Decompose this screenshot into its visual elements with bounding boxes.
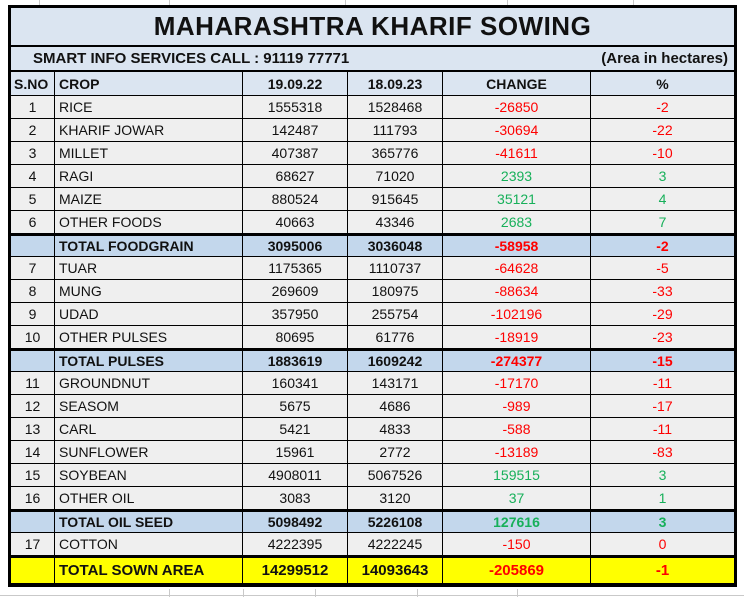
- cell-sno: 7: [11, 257, 55, 279]
- cell-pct: 3: [658, 514, 667, 530]
- cell-crop: OTHER PULSES: [55, 326, 243, 348]
- cell-change: 127616: [443, 512, 591, 532]
- sheet-gridline: [0, 595, 744, 596]
- table-row: [11, 395, 734, 418]
- table-row: [11, 119, 734, 142]
- table-row: [11, 510, 734, 533]
- cell-crop: MAIZE: [55, 188, 243, 210]
- cell-sno: 4: [11, 165, 55, 187]
- cell-pct: -17: [652, 398, 673, 414]
- cell-sno: 1: [11, 96, 55, 118]
- cell-col2: 255754: [348, 303, 443, 325]
- column-header-date1: 19.09.22: [243, 72, 348, 95]
- cell-pct: -29: [652, 306, 673, 322]
- cell-col1: 357950: [243, 303, 348, 325]
- cell-col1: 5421: [243, 418, 348, 440]
- cell-col2: 4833: [348, 418, 443, 440]
- cell-pct: -5: [656, 260, 669, 276]
- cell-col2: 1528468: [348, 96, 443, 118]
- cell-crop: GROUNDNUT: [55, 372, 243, 394]
- report-info-row: [11, 47, 734, 72]
- table-row: [11, 349, 734, 372]
- cell-col1: 40663: [243, 211, 348, 233]
- table-row: [11, 487, 734, 510]
- table-row: [11, 234, 734, 257]
- cell-col2: 71020: [348, 165, 443, 187]
- table-row: [11, 418, 734, 441]
- cell-change: 2393: [443, 165, 591, 187]
- table-row: [11, 464, 734, 487]
- cell-sno: 13: [11, 418, 55, 440]
- cell-crop: MILLET: [55, 142, 243, 164]
- cell-col1: 14299512: [243, 558, 348, 583]
- cell-col2: 2772: [348, 441, 443, 463]
- cell-col1: 3095006: [243, 236, 348, 256]
- cell-col1: 160341: [243, 372, 348, 394]
- cell-col2: 180975: [348, 280, 443, 302]
- cell-crop: OTHER FOODS: [55, 211, 243, 233]
- table-row: [11, 188, 734, 211]
- cell-crop: UDAD: [55, 303, 243, 325]
- cell-col1: 1555318: [243, 96, 348, 118]
- cell-change: 37: [443, 487, 591, 509]
- table-row: [11, 303, 734, 326]
- cell-col1: 1175365: [243, 257, 348, 279]
- cell-sno: [11, 351, 55, 371]
- cell-crop: CARL: [55, 418, 243, 440]
- kharif-sowing-report: [8, 5, 737, 587]
- cell-change: 2683: [443, 211, 591, 233]
- cell-crop: TUAR: [55, 257, 243, 279]
- table-row: [11, 326, 734, 349]
- cell-pct: 3: [658, 467, 667, 483]
- table-row: [11, 211, 734, 234]
- cell-col2: 3036048: [348, 236, 443, 256]
- cell-col1: 4908011: [243, 464, 348, 486]
- cell-sno: 8: [11, 280, 55, 302]
- cell-col1: 15961: [243, 441, 348, 463]
- table-row: [11, 96, 734, 119]
- cell-pct: 4: [658, 191, 667, 207]
- cell-pct: -15: [652, 353, 673, 369]
- cell-pct: -33: [652, 283, 673, 299]
- cell-sno: [11, 558, 55, 583]
- cell-change: -41611: [443, 142, 591, 164]
- table-body: [11, 96, 734, 584]
- cell-crop: RAGI: [55, 165, 243, 187]
- cell-change: -26850: [443, 96, 591, 118]
- cell-change: -274377: [443, 351, 591, 371]
- column-header-pct: %: [656, 75, 669, 92]
- cell-col2: 43346: [348, 211, 443, 233]
- cell-col2: 111793: [348, 119, 443, 141]
- cell-change: -13189: [443, 441, 591, 463]
- cell-col2: 143171: [348, 372, 443, 394]
- cell-change: -18919: [443, 326, 591, 348]
- cell-crop: OTHER OIL: [55, 487, 243, 509]
- cell-col1: 142487: [243, 119, 348, 141]
- cell-col1: 80695: [243, 326, 348, 348]
- cell-crop: TOTAL PULSES: [55, 351, 243, 371]
- cell-col1: 5098492: [243, 512, 348, 532]
- cell-change: -989: [443, 395, 591, 417]
- cell-crop: SUNFLOWER: [55, 441, 243, 463]
- cell-crop: RICE: [55, 96, 243, 118]
- cell-col2: 1110737: [348, 257, 443, 279]
- table-row: [11, 165, 734, 188]
- cell-pct: -23: [652, 329, 673, 345]
- cell-change: -58958: [443, 236, 591, 256]
- cell-pct: -2: [656, 99, 669, 115]
- cell-change: -17170: [443, 372, 591, 394]
- cell-crop: TOTAL SOWN AREA: [55, 558, 243, 583]
- cell-pct: -10: [652, 145, 673, 161]
- cell-col2: 4686: [348, 395, 443, 417]
- table-row: [11, 441, 734, 464]
- cell-pct: -22: [652, 122, 673, 138]
- cell-crop: SOYBEAN: [55, 464, 243, 486]
- cell-sno: 12: [11, 395, 55, 417]
- cell-col1: 3083: [243, 487, 348, 509]
- cell-sno: [11, 236, 55, 256]
- cell-change: -30694: [443, 119, 591, 141]
- cell-sno: 5: [11, 188, 55, 210]
- cell-pct: 7: [658, 214, 667, 230]
- column-header-change: CHANGE: [443, 72, 591, 95]
- cell-col2: 5226108: [348, 512, 443, 532]
- cell-col1: 407387: [243, 142, 348, 164]
- cell-crop: MUNG: [55, 280, 243, 302]
- cell-col2: 5067526: [348, 464, 443, 486]
- cell-sno: 2: [11, 119, 55, 141]
- page-title: MAHARASHTRA KHARIF SOWING: [153, 11, 592, 41]
- table-row: [11, 556, 734, 584]
- cell-col1: 1883619: [243, 351, 348, 371]
- column-header-date2: 18.09.23: [348, 72, 443, 95]
- cell-col1: 68627: [243, 165, 348, 187]
- cell-crop: COTTON: [55, 533, 243, 555]
- cell-col2: 3120: [348, 487, 443, 509]
- cell-sno: 17: [11, 533, 55, 555]
- cell-sno: [11, 512, 55, 532]
- cell-sno: 11: [11, 372, 55, 394]
- units-note: (Area in hectares): [601, 50, 728, 67]
- cell-sno: 6: [11, 211, 55, 233]
- table-row: [11, 257, 734, 280]
- table-row: [11, 533, 734, 556]
- cell-sno: 14: [11, 441, 55, 463]
- cell-pct: -11: [652, 375, 673, 391]
- cell-change: 35121: [443, 188, 591, 210]
- cell-sno: 3: [11, 142, 55, 164]
- cell-col2: 915645: [348, 188, 443, 210]
- cell-change: -88634: [443, 280, 591, 302]
- cell-col2: 14093643: [348, 558, 443, 583]
- cell-pct: -11: [652, 421, 673, 437]
- column-header-crop: CROP: [55, 72, 243, 95]
- table-row: [11, 280, 734, 303]
- contact-info: SMART INFO SERVICES CALL : 91119 77771: [33, 50, 350, 67]
- cell-col1: 4222395: [243, 533, 348, 555]
- table-row: [11, 372, 734, 395]
- cell-crop: TOTAL OIL SEED: [55, 512, 243, 532]
- cell-change: -205869: [443, 558, 591, 583]
- cell-sno: 16: [11, 487, 55, 509]
- cell-col2: 61776: [348, 326, 443, 348]
- cell-change: -588: [443, 418, 591, 440]
- cell-crop: SEASOM: [55, 395, 243, 417]
- cell-pct: -2: [656, 238, 669, 254]
- cell-col2: 365776: [348, 142, 443, 164]
- column-header-sno: S.NO: [11, 72, 55, 95]
- cell-change: -102196: [443, 303, 591, 325]
- cell-sno: 15: [11, 464, 55, 486]
- cell-col2: 4222245: [348, 533, 443, 555]
- cell-crop: TOTAL FOODGRAIN: [55, 236, 243, 256]
- cell-change: 159515: [443, 464, 591, 486]
- table-row: [11, 142, 734, 165]
- cell-pct: 1: [658, 490, 667, 506]
- cell-pct: -83: [652, 444, 673, 460]
- cell-col2: 1609242: [348, 351, 443, 371]
- cell-change: -150: [443, 533, 591, 555]
- report-title-row: [11, 8, 734, 47]
- cell-pct: 0: [658, 536, 667, 552]
- table-header-row: [11, 72, 734, 96]
- cell-col1: 880524: [243, 188, 348, 210]
- cell-pct: -1: [655, 562, 670, 579]
- cell-crop: KHARIF JOWAR: [55, 119, 243, 141]
- cell-change: -64628: [443, 257, 591, 279]
- cell-sno: 10: [11, 326, 55, 348]
- cell-col1: 5675: [243, 395, 348, 417]
- cell-pct: 3: [658, 168, 667, 184]
- cell-sno: 9: [11, 303, 55, 325]
- cell-col1: 269609: [243, 280, 348, 302]
